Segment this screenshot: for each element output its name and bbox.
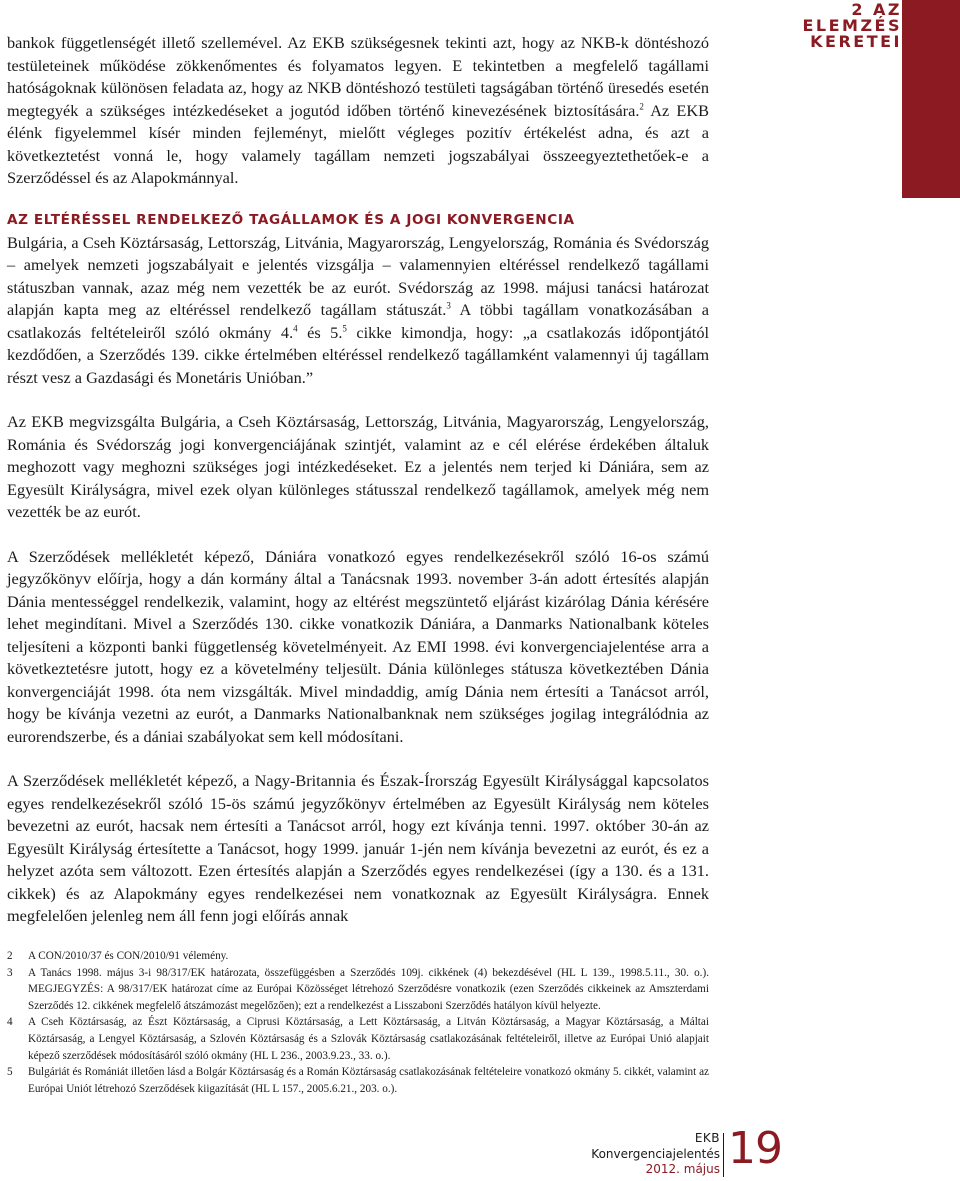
- footer-date: 2012. május: [645, 1162, 720, 1176]
- section-text-3: és 5.: [297, 322, 343, 342]
- footer-divider: [723, 1133, 724, 1177]
- page-footer: [560, 1131, 720, 1178]
- footnote-text: Bulgáriát és Romániát illetően lásd a Bolgár Köztársaság és a Román Köztársaság csatlakozásának feltételeire vonatkozó okmány 5. cikkét, valamint az Európai Uniót létrehozó Szerződések kiigazítását (HL L 157., 2005.6.21., 203. o.).: [28, 1066, 709, 1095]
- footnote-text: A Cseh Köztársaság, az Észt Köztársaság, a Ciprusi Köztársaság, a Lett Köztársaság, a Litván Köztársaság, a Magyar Köztársaság, a Máltai Köztársaság, a Lengyel Köztársaság, a Szlovén Köztársaság és a Szlovák Köztársaság csatlakozásának feltételeiről, illetve az Európai Unió alapjait képező szerződések módosításáról szóló okmány (HL L 236., 2003.9.23., 33. o.).: [28, 1016, 709, 1062]
- page-number: 19: [728, 1123, 782, 1174]
- paragraph-united-kingdom: A Szerződések mellékletét képező, a Nagy-Britannia és Észak-Írország Egyesült Királysággal kapcsolatos egyes rendelkezésekről szóló 15-ös számú jegyzőkönyv értelmében az Egyesült Királyság nem köteles bevezetni az eurót, hacsak nem értesíti a Tanácsot arról, hogy ezt kívánja tenni. 1997. október 30-án az Egyesült Királyság értesítette a Tanácsot, hogy 1999. január 1-jén nem kívánja bevezetni az eurót, és ez a helyzet azóta sem változott. Ezen értesítés alapján a Szerződés egyes rendelkezései (így a 130. és a 131. cikkek) és az Alapokmány egyes rendelkezései nem vonatkoznak az Egyesült Királyságra. Ennek megfelelően jelenleg nem áll fenn jogi előírás annak: [7, 771, 709, 925]
- chapter-label-line1: 2 AZ ELEMZÉS: [802, 0, 902, 35]
- section-text-4: cikke kimondja, hogy: „a csatlakozás időpontjától kezdődően, a Szerződés 139. cikke értelmében eltéréssel rendelkező tagállamként valamennyi új tagállam részt vesz a Gazdasági és Monetáris Unióban.”: [7, 322, 709, 387]
- chapter-label-line2: KERETEI: [810, 32, 902, 51]
- footnote-item: [7, 1014, 709, 1064]
- main-content: [7, 32, 709, 928]
- paragraph-scope: Az EKB megvizsgálta Bulgária, a Cseh Köztársaság, Lettország, Litvánia, Magyarország, Lengyelország, Románia és Svédország jogi konvergenciájának szintjét, valamint az e cél elérése érdekében általuk meghozott vagy meghozni szükséges jogi intézkedéseket. Ez a jelentés nem terjed ki Dániára, sem az Egyesült Királyságra, mivel ezek olyan különleges státusszal rendelkező tagállamok, amelyek még nem vezették be az eurót.: [7, 412, 709, 521]
- footnote-number: 4: [7, 1016, 13, 1029]
- footnote-text: A CON/2010/37 és CON/2010/91 vélemény.: [28, 950, 229, 962]
- section-text-1: Bulgária, a Cseh Köztársaság, Lettország, Litvánia, Magyarország, Lengyelország, Románia és Svédország – amelyek nemzeti jogszabályait e jelentés vizsgálja – valamennyien eltéréssel rendelkező tagállami státuszban vannak, azaz még nem vezették be az eurót. Svédország az 1998. májusi tanácsi határozat alapján kapta meg az eltéréssel rendelkező tagállam státuszát.: [7, 232, 709, 319]
- footnote-text: A Tanács 1998. május 3-i 98/317/EK határozata, összefüggésben a Szerződés 109j. cikkének (4) bekezdésével (HL L 139., 1998.5.11., 30. o.). MEGJEGYZÉS: A 98/317/EK határozat címe az Európai Közösséget létrehozó Szerződésre vonatkozik (ezen Szerződés cikkeinek az Amszterdami Szerződés 12. cikkének megfelelő átszámozást megelőzően); ezt a rendelkezést a Lisszaboni Szerződés hatályon kívül helyezte.: [28, 966, 709, 1012]
- footnote-ref-5: 5: [342, 323, 347, 334]
- footnote-item: [7, 1064, 709, 1097]
- section-heading: AZ ELTÉRÉSSEL RENDELKEZŐ TAGÁLLAMOK ÉS A JOGI KONVERGENCIA: [7, 211, 575, 228]
- section-text-2: A többi tagállam vonatkozásában a csatlakozás feltételeiről szóló okmány 4.: [7, 300, 709, 342]
- footnote-number: 5: [7, 1066, 13, 1079]
- intro-text-2: Az EKB élénk figyelemmel kísér minden fejleményt, mielőtt végleges pozitív értékelést adna, és azt a következtetést vonná le, hogy valamely tagállam nemzeti jogszabályai összeegyeztethetőek-e a Szerződéssel és az Alapokmánnyal.: [7, 100, 709, 187]
- footer-org: EKB: [694, 1131, 720, 1145]
- chapter-label: [752, 2, 902, 50]
- intro-text-1: bankok függetlenségét illető szellemével. Az EKB szükségesnek tekinti azt, hogy az NKB-k döntéshozó testületeinek működése zökkenőmentes és folyamatos legyen. E tekintetben a megfelelő tagállami hatóságoknak különösen feladata az, hogy az NKB döntéshozó testületi tagságában történő üresedés esetén megtegyék a szükséges intézkedéseket a jogutód időben történő kinevezésének biztosítására.: [7, 33, 709, 120]
- footer-report-title: Konvergenciajelentés: [591, 1146, 720, 1161]
- footnote-number: 3: [7, 966, 13, 979]
- footnote-item: [7, 965, 709, 1015]
- footnote-number: 2: [7, 950, 13, 962]
- intro-paragraph: [7, 32, 709, 190]
- footnote-ref-4: 4: [293, 323, 298, 334]
- paragraph-denmark: A Szerződések mellékletét képező, Dániára vonatkozó egyes rendelkezésekről szóló 16-os számú jegyzőkönyv előírja, hogy a dán kormány által a Tanácsnak 1993. november 3-án adott értesítés alapján Dánia mentességgel rendelkezik, valamint, hogy az eltérést megszüntető eljárást kizárólag Dánia kérésére lehet megindítani. Mivel a Szerződés 130. cikke vonatkozik Dániára, a Danmarks Nationalbank köteles teljesíteni a központi banki függetlenség követelményeit. Az EMI 1998. évi konvergenciajelentése arra a következtetésre jutott, hogy ez a követelmény teljesült. Dánia különleges státusza következtében Dánia konvergenciáját 1998. óta nem vizsgálták. Mivel mindaddig, amíg Dánia nem értesíti a Tanácsot arról, hogy be kívánja vezetni az eurót, a Danmarks Nationalbanknak nem szükséges jogilag integrálódnia az eurorendszerbe, és a dániai szabályokat sem kell módosítani.: [7, 546, 709, 746]
- footnote-ref-3: 3: [446, 300, 451, 311]
- footnote-ref-2: 2: [639, 101, 644, 112]
- section-paragraph: [7, 232, 709, 390]
- footnote-item: [7, 948, 709, 965]
- chapter-color-bar: [902, 0, 960, 198]
- footnotes: [7, 948, 709, 1097]
